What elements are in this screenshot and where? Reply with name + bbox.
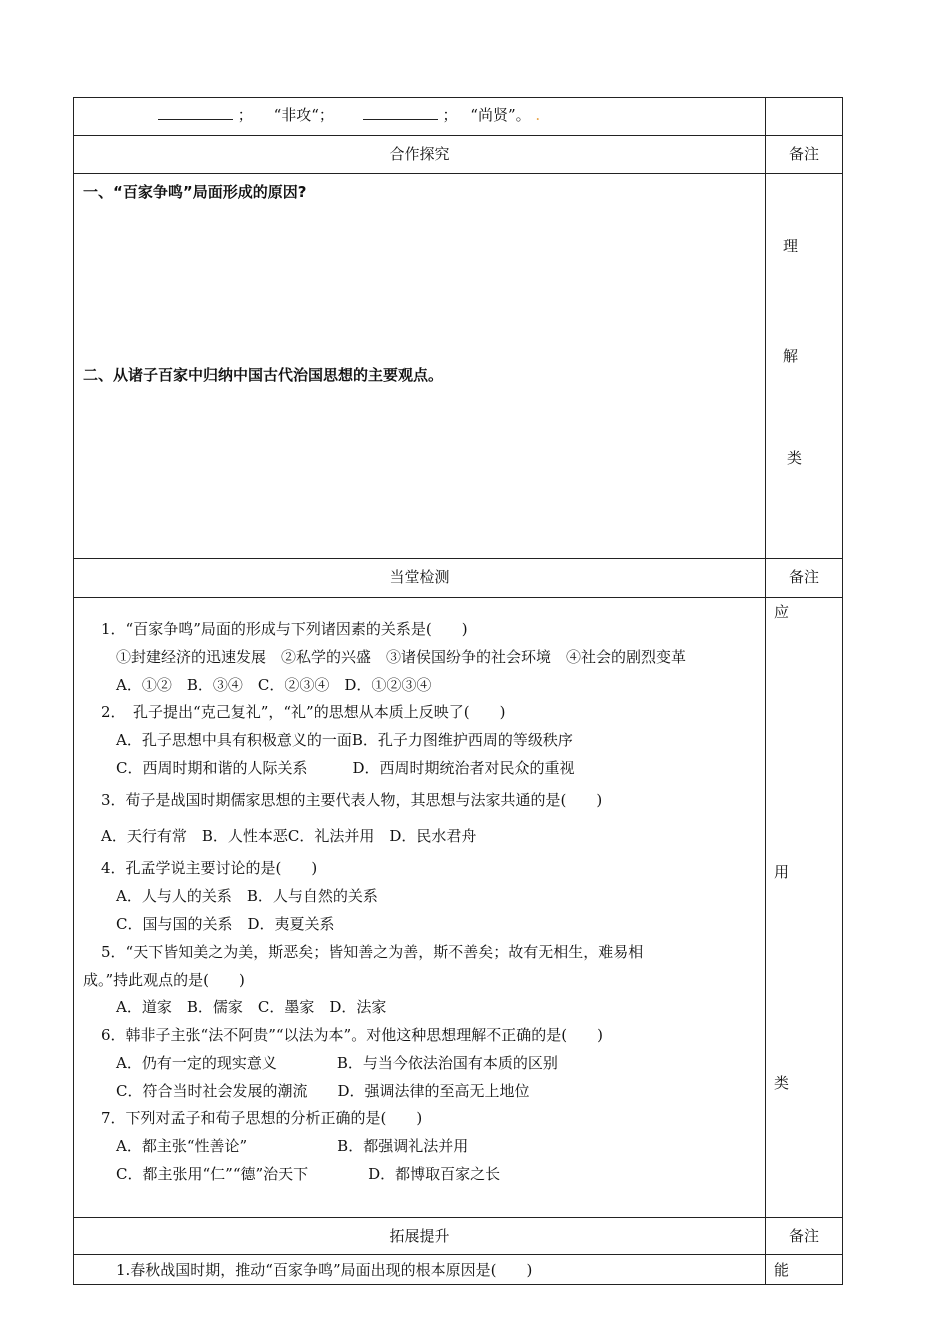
quiz-line: C．国与国的关系 D．夷夏关系 <box>116 915 335 933</box>
blank-2[interactable] <box>363 105 438 120</box>
quiz-line: 6．韩非子主张“法不阿贵”“以法为本”。对他这种思想理解不正确的是( ) <box>101 1026 603 1044</box>
feigong-text: “非攻“； <box>273 106 334 124</box>
side-char: 能 <box>774 1261 790 1279</box>
intro-side <box>766 98 842 135</box>
quiz-line: A．孔子思想中具有积极意义的一面B．孔子力图维护西周的等级秩序 <box>116 731 573 749</box>
hezuo-header-row <box>74 135 842 173</box>
quiz-line: C．符合当时社会发展的潮流 D．强调法律的至高无上地位 <box>116 1082 530 1100</box>
intro-cell <box>74 98 766 135</box>
tuozhan-content <box>74 1255 766 1284</box>
note-label: 备注 <box>788 568 819 586</box>
quiz-content <box>74 598 766 1217</box>
hezuo-question-2: 二、从诸子百家中归纳中国古代治国思想的主要观点。 <box>83 366 444 384</box>
quiz-row <box>74 597 842 1217</box>
quiz-line: ①封建经济的迅速发展 ②私学的兴盛 ③诸侯国纷争的社会环境 ④社会的剧烈变革 <box>116 648 687 666</box>
tuozhan-header-row <box>74 1217 842 1254</box>
tuozhan-row <box>74 1254 842 1284</box>
separator: ； <box>237 106 253 124</box>
side-char: 理 <box>783 237 799 255</box>
side-char: 类 <box>787 449 803 467</box>
hezuo-title: 合作探究 <box>74 136 766 173</box>
quiz-line: C．都主张用“仁”“德”治天下 D．都博取百家之长 <box>116 1165 501 1183</box>
tuozhan-question-1: 1.春秋战国时期，推动“百家争鸣”局面出现的根本原因是( ) <box>116 1261 533 1279</box>
separator: ； <box>442 106 458 124</box>
quiz-line: A．天行有常 B．人性本恶C．礼法并用 D．民水君舟 <box>101 827 477 845</box>
quiz-side <box>766 598 842 1217</box>
quiz-line: 3．荀子是战国时期儒家思想的主要代表人物，其思想与法家共通的是( ) <box>101 791 603 809</box>
tuozhan-side <box>766 1255 842 1284</box>
note-label: 备注 <box>788 145 819 163</box>
dangtang-title: 当堂检测 <box>74 559 766 597</box>
stray-dot: . <box>535 106 541 124</box>
side-char: 应 <box>774 603 790 621</box>
side-char: 解 <box>783 347 799 365</box>
note-label: 备注 <box>788 1227 819 1245</box>
blank-1[interactable] <box>158 105 233 120</box>
intro-line <box>158 104 540 125</box>
quiz-line: 成。”持此观点的是( ) <box>83 971 245 989</box>
hezuo-side <box>766 174 842 558</box>
hezuo-content <box>74 174 766 558</box>
shangxian-text: “尚贤”。 <box>470 106 531 124</box>
quiz-line: 5．“天下皆知美之为美，斯恶矣；皆知善之为善，斯不善矣；故有无相生，难易相 <box>101 943 644 961</box>
side-char: 用 <box>774 863 790 881</box>
quiz-line: 4．孔孟学说主要讨论的是( ) <box>101 859 318 877</box>
quiz-line: 1．“百家争鸣”局面的形成与下列诸因素的关系是( ) <box>101 620 468 638</box>
quiz-line: A．仍有一定的现实意义 B．与当今依法治国有本质的区别 <box>116 1054 558 1072</box>
quiz-line: A．①② B．③④ C．②③④ D．①②③④ <box>116 676 432 694</box>
hezuo-content-row <box>74 173 842 558</box>
intro-row <box>74 98 842 135</box>
quiz-line: 2． 孔子提出“克己复礼”，“礼”的思想从本质上反映了( ) <box>101 703 506 721</box>
study-table <box>73 97 843 1285</box>
dangtang-header-row <box>74 558 842 597</box>
side-char: 类 <box>774 1074 790 1092</box>
quiz-line: A．都主张“性善论” B．都强调礼法并用 <box>116 1137 469 1155</box>
quiz-line: C．西周时期和谐的人际关系 D．西周时期统治者对民众的重视 <box>116 759 575 777</box>
tuozhan-title: 拓展提升 <box>74 1218 766 1254</box>
quiz-line: A．人与人的关系 B．人与自然的关系 <box>116 887 378 905</box>
quiz-line: A．道家 B．儒家 C．墨家 D．法家 <box>116 998 387 1016</box>
hezuo-question-1: 一、“百家争鸣”局面形成的原因? <box>83 183 307 201</box>
quiz-line: 7．下列对孟子和荀子思想的分析正确的是( ) <box>101 1109 423 1127</box>
